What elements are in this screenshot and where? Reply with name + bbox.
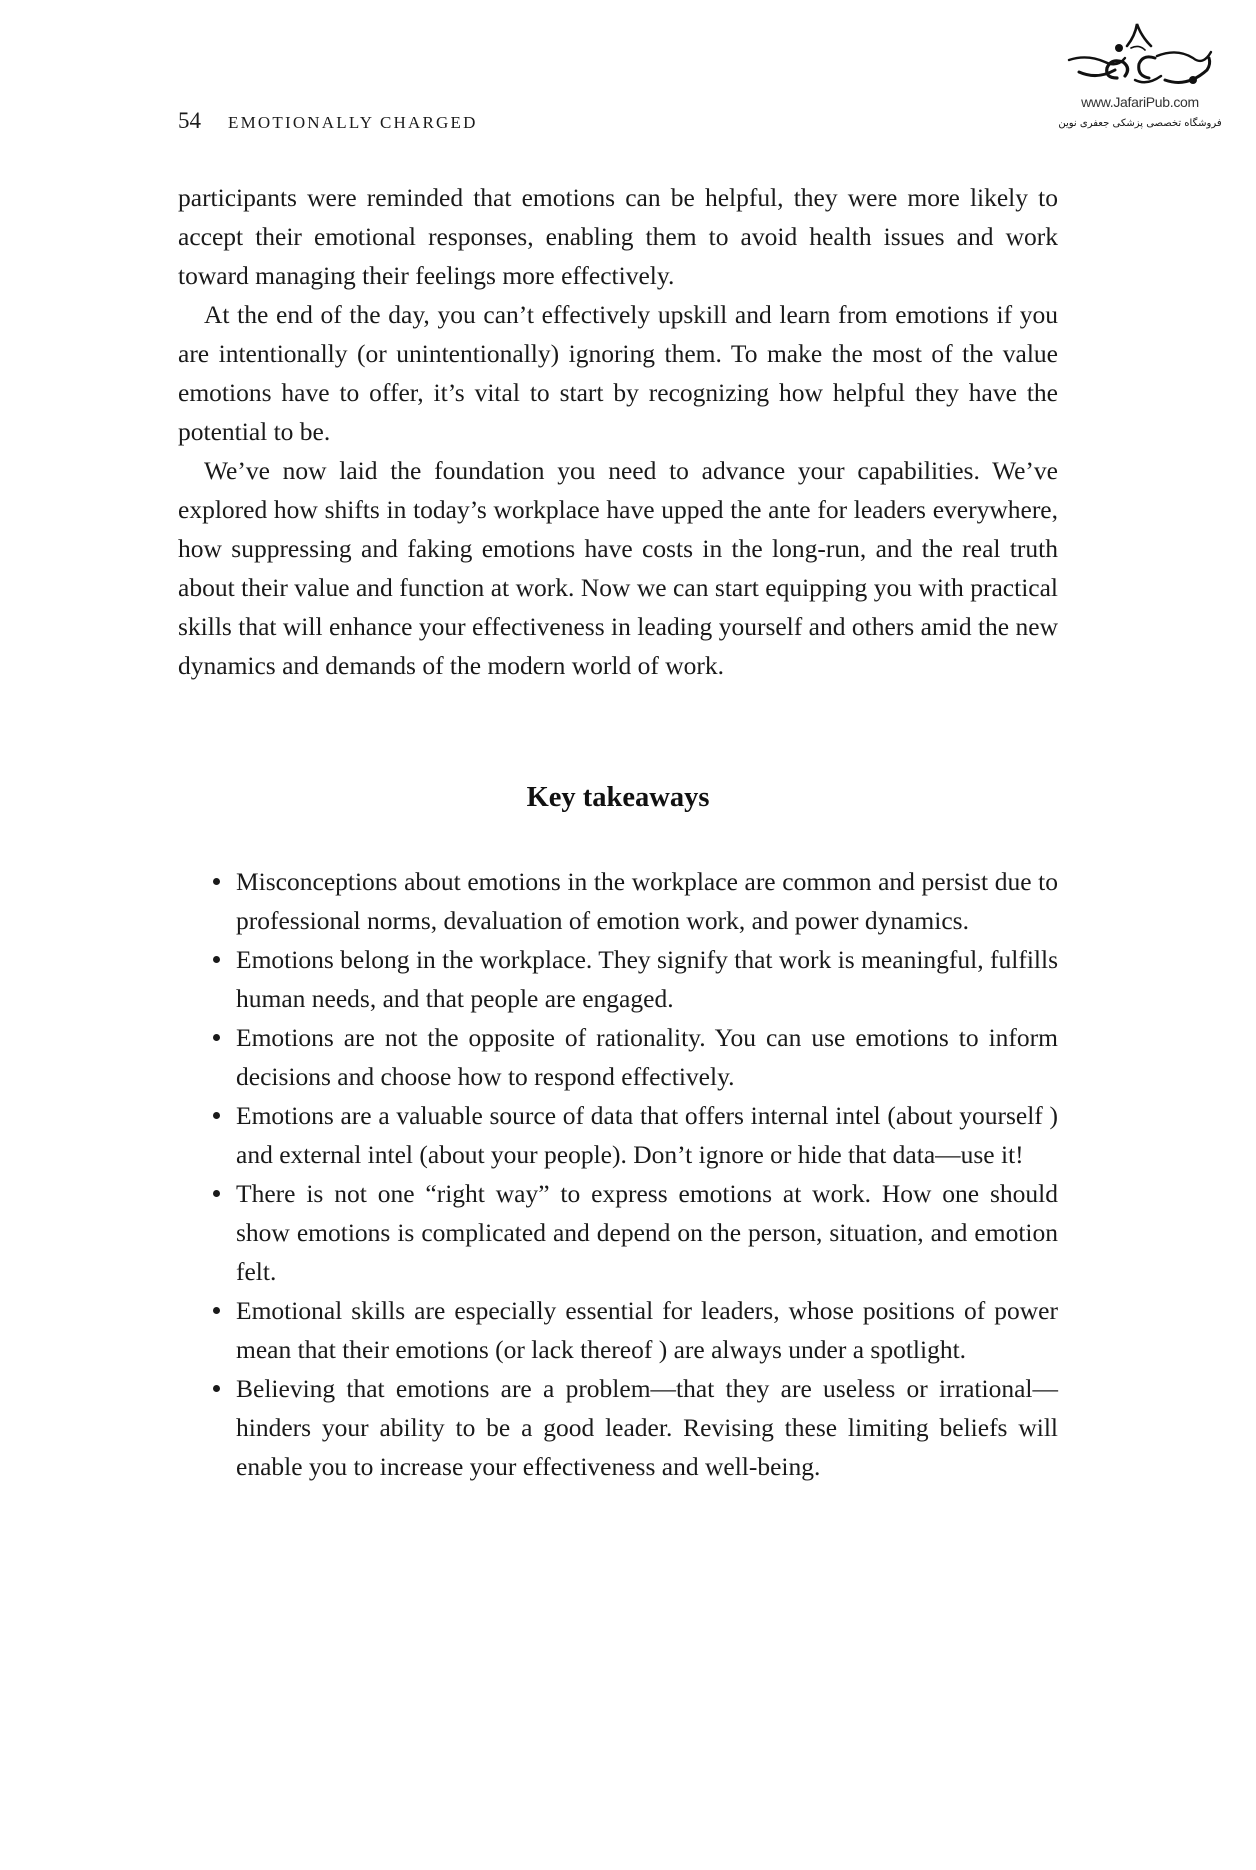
publisher-url: www.JafariPub.com <box>1081 94 1199 110</box>
page-number: 54 <box>178 108 201 133</box>
list-item <box>178 1096 1058 1174</box>
list-item <box>178 1291 1058 1369</box>
list-item-text: Believing that emotions are a problem—that they are useless or irrational—hinders your ability to be a good leader. Revising these limiting beliefs will enable you to increase your effectiveness and well-being. <box>236 1374 1058 1481</box>
publisher-watermark <box>1040 18 1240 148</box>
list-item <box>178 940 1058 1018</box>
bullet-icon <box>213 1112 220 1119</box>
list-item-text: Emotional skills are especially essential for leaders, whose positions of power mean that their emotions (or lack thereof ) are always under a spotlight. <box>236 1296 1058 1364</box>
publisher-tagline: فروشگاه تخصصی پزشکی جعفری نوین <box>1058 118 1222 129</box>
list-item-text: Emotions are a valuable source of data that offers internal intel (about yourself ) and external intel (about your people). Don’t ignore or hide that data—use it! <box>236 1101 1058 1169</box>
body-text <box>178 178 1058 685</box>
list-item <box>178 1369 1058 1486</box>
key-takeaways-list <box>178 862 1058 1486</box>
bullet-icon <box>213 1307 220 1314</box>
paragraph: participants were reminded that emotions can be helpful, they were more likely to accept their emotional responses, enabling them to avoid health issues and work toward managing their feelings more effectively. <box>178 183 1058 290</box>
list-item-text: There is not one “right way” to express emotions at work. How one should show emotions is complicated and depend on the person, situation, and emotion felt. <box>236 1179 1058 1286</box>
paragraph: We’ve now laid the foundation you need to advance your capabilities. We’ve explored how shifts in today’s workplace have upped the ante for leaders everywhere, how suppressing and faking emotions have costs in the long-run, and the real truth about their value and function at work. Now we can start equipping you with practical skills that will enhance your effectiveness in leading yourself and others amid the new dynamics and demands of the modern world of work. <box>178 456 1058 680</box>
list-item <box>178 1174 1058 1291</box>
list-item-text: Misconceptions about emotions in the workplace are common and persist due to professional norms, devaluation of emotion work, and power dynamics. <box>236 867 1058 935</box>
bullet-icon <box>213 878 220 885</box>
list-item-text: Emotions are not the opposite of rationality. You can use emotions to inform decisions and choose how to respond effectively. <box>236 1023 1058 1091</box>
list-item <box>178 862 1058 940</box>
list-item <box>178 1018 1058 1096</box>
book-title: EMOTIONALLY CHARGED <box>228 113 478 132</box>
bullet-icon <box>213 956 220 963</box>
running-head <box>178 108 478 134</box>
paragraph: At the end of the day, you can’t effectively upskill and learn from emotions if you are intentionally (or unintentionally) ignoring them. To make the most of the value emotions have to offer, it’s vital to start by recognizing how helpful they have the potential to be. <box>178 300 1058 446</box>
list-item-text: Emotions belong in the workplace. They signify that work is meaningful, fulfills human needs, and that people are engaged. <box>236 945 1058 1013</box>
key-takeaways-heading: Key takeaways <box>526 782 710 813</box>
bullet-icon <box>213 1034 220 1041</box>
bullet-icon <box>213 1385 220 1392</box>
jafari-logo-icon <box>1065 18 1215 96</box>
bullet-icon <box>213 1190 220 1197</box>
